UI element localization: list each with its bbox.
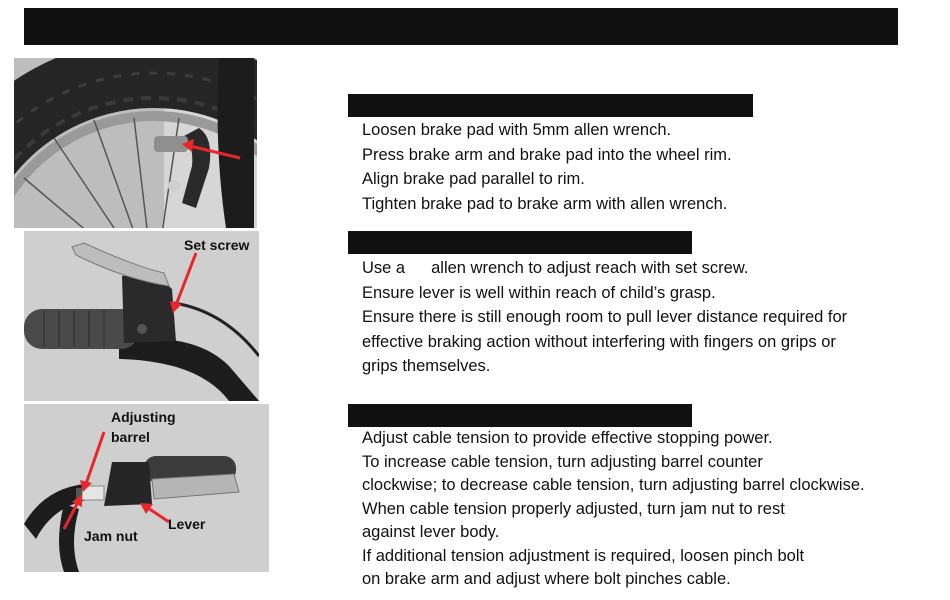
jam-nut-label: Jam nut xyxy=(84,528,138,544)
section-bar-cable-tension xyxy=(348,404,692,427)
instruction-line: To increase cable tension, turn adjusting barrel counter xyxy=(362,452,763,471)
instruction-line: Ensure lever is well within reach of child’s grasp. xyxy=(362,283,716,302)
instruction-line: on brake arm and adjust where bolt pinches cable. xyxy=(362,570,731,588)
instruction-text: Use a xyxy=(362,259,406,277)
instruction-line xyxy=(362,256,847,281)
instruction-line: effective braking action without interfering with fingers on grips or xyxy=(362,332,836,351)
title-bar xyxy=(24,8,898,45)
adjusting-barrel-label-line1: Adjusting xyxy=(111,409,176,425)
lever-label: Lever xyxy=(168,516,206,532)
instruction-line: Align brake pad parallel to rim. xyxy=(362,170,585,189)
instruction-line: grips themselves. xyxy=(362,357,491,376)
instruction-text: allen wrench to adjust reach with set screw. xyxy=(431,259,749,277)
instruction-line: If additional tension adjustment is required, loosen pinch bolt xyxy=(362,546,805,565)
section-bar-brake-pad xyxy=(348,94,753,117)
instruction-line: Tighten brake pad to brake arm with allen wrench. xyxy=(362,194,728,213)
lever-reach-instructions xyxy=(362,256,847,379)
instruction-line: Press brake arm and brake pad into the wheel rim. xyxy=(362,145,732,164)
set-screw-label: Set screw xyxy=(184,237,250,253)
brake-lever-photo xyxy=(24,231,259,401)
adjusting-barrel-label-line2: barrel xyxy=(111,429,150,445)
instruction-line: Adjust cable tension to provide effective stopping power. xyxy=(362,429,773,447)
instruction-line: Loosen brake pad with 5mm allen wrench. xyxy=(362,121,672,139)
instruction-line: clockwise; to decrease cable tension, turn adjusting barrel clockwise. xyxy=(362,476,865,494)
instruction-line: against lever body. xyxy=(362,523,500,541)
instruction-line: Ensure there is still enough room to pull lever distance required for xyxy=(362,308,848,327)
section-bar-lever-reach xyxy=(348,231,692,254)
brake-pad-instructions xyxy=(362,118,732,216)
brake-pad-photo xyxy=(14,58,257,228)
instruction-line: When cable tension properly adjusted, turn jam nut to rest xyxy=(362,499,785,518)
cable-tension-instructions xyxy=(362,427,865,592)
